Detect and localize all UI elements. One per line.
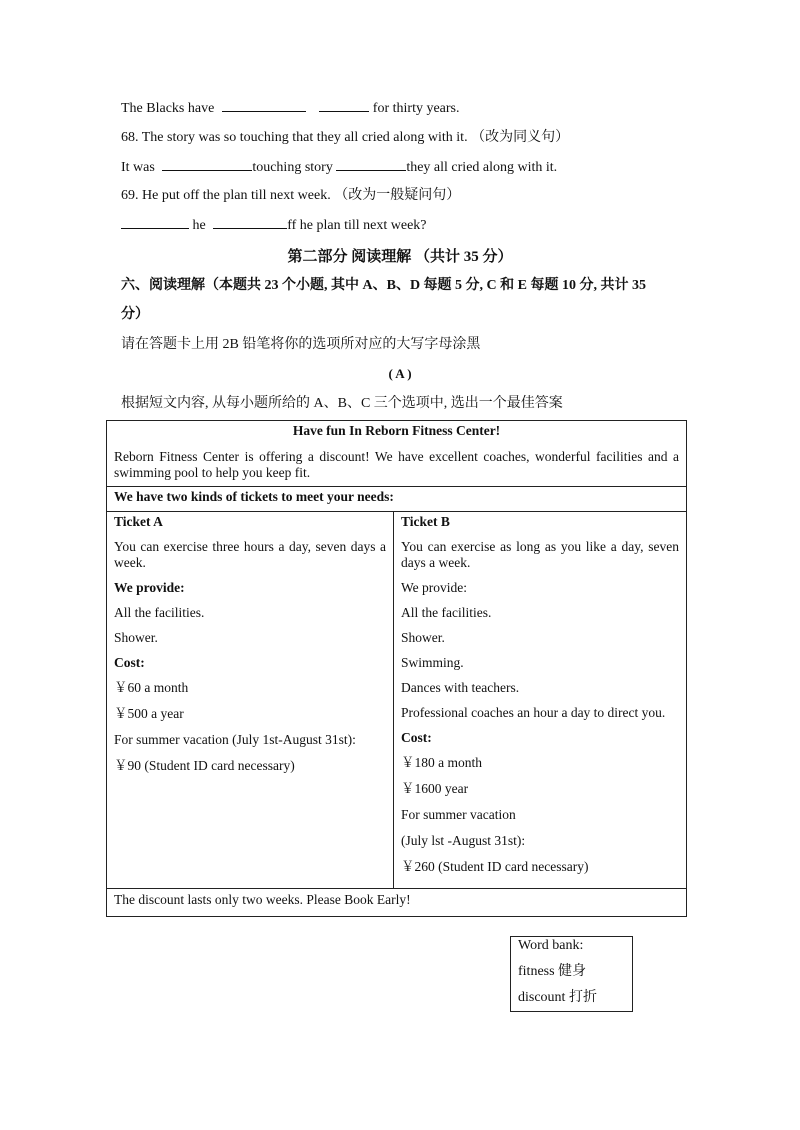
ad-title: Have fun In Reborn Fitness Center! [292,423,501,438]
ad-footer-cell [107,889,687,917]
word-bank-entry: discount 打折 [518,990,597,1005]
ticket-b-cost: (July lst -August 31st): [401,833,526,848]
ticket-b-provide-label: We provide: [401,580,468,595]
ticket-b-item: Swimming. [401,655,464,670]
answer-line-68 [121,158,557,177]
answer-blank[interactable] [319,99,369,112]
answer-blank[interactable] [222,99,306,112]
question-note: （改为同义句） [471,130,570,145]
tickets-heading-cell [107,487,687,512]
ticket-b-cost: For summer vacation [401,807,516,822]
ticket-b-cost: ￥180 a month [401,755,482,770]
section-heading-continued: 分） [121,307,149,322]
ad-header-cell [107,421,687,487]
ad-intro: Reborn Fitness Center is offering a discount! We have excellent coaches, wonderful facilities and a swimming pool to help you keep fit. [114,449,680,480]
tickets-heading: We have two kinds of tickets to meet your needs: [114,489,394,504]
answer-blank[interactable] [336,158,406,171]
ticket-a-cell [107,512,394,889]
ticket-a-item: Shower. [114,630,158,645]
ticket-a-cost-label: Cost: [114,655,145,670]
passage-label: ( A ) [388,366,412,381]
ticket-a-cost: For summer vacation (July 1st-August 31st): [114,732,356,747]
ticket-b-item: Professional coaches an hour a day to direct you. [401,705,666,720]
section-heading: 六、阅读理解（本题共 23 个小题, 其中 A、B、D 每题 5 分, C 和 E 每题 10 分, 共计 35 [121,278,647,293]
ticket-b-cost-label: Cost: [401,730,432,745]
answer-blank[interactable] [213,216,287,229]
exercise-text: ff he plan till next week? [287,218,427,233]
passage-instruction: 根据短文内容, 从每小题所给的 A、B、C 三个选项中, 选出一个最佳答案 [121,396,563,411]
ticket-a-desc: You can exercise three hours a day, seven days a week. [114,539,386,570]
ticket-a-item: All the facilities. [114,605,205,620]
ticket-a-cost: ￥60 a month [114,680,189,695]
ticket-a-name: Ticket A [114,514,163,529]
exercise-line-67 [121,99,460,118]
answer-blank[interactable] [162,158,252,171]
word-bank-title: Word bank: [518,938,584,953]
ticket-a-cost: ￥90 (Student ID card necessary) [114,758,295,773]
ticket-b-name: Ticket B [401,514,450,529]
ticket-b-cell [394,512,687,889]
ad-footer: The discount lasts only two weeks. Please Book Early! [114,892,411,907]
question-68 [121,129,569,147]
ticket-b-item: Dances with teachers. [401,680,520,695]
ticket-b-desc: You can exercise as long as you like a day, seven days a week. [401,539,680,570]
ticket-a-cost: ￥500 a year [114,706,184,721]
exercise-text: It was [121,160,155,175]
word-bank [510,936,633,1012]
ticket-b-cost: ￥1600 year [401,781,469,796]
ticket-b-item: Shower. [401,630,445,645]
ticket-a-provide-label: We provide: [114,580,185,595]
exercise-text: they all cried along with it. [406,160,558,175]
exercise-text: The Blacks have [121,101,215,116]
instruction-text: 请在答题卡上用 2B 铅笔将你的选项所对应的大写字母涂黑 [121,337,481,352]
exercise-text: for thirty years. [372,101,460,116]
question-note: （改为一般疑问句） [334,188,461,203]
exercise-text: he [192,218,206,233]
ticket-b-item: All the facilities. [401,605,492,620]
answer-line-69 [121,216,427,235]
fitness-ad-table [106,420,687,917]
question-69 [121,187,460,205]
part-title: 第二部分 阅读理解 （共计 35 分） [287,249,513,265]
ticket-b-cost: ￥260 (Student ID card necessary) [401,859,589,874]
word-bank-entry: fitness 健身 [518,964,587,979]
question-text: 69. He put off the plan till next week. [121,188,331,203]
answer-blank[interactable] [121,216,189,229]
exercise-text: touching story [252,160,333,175]
question-text: 68. The story was so touching that they all cried along with it. [121,130,468,145]
